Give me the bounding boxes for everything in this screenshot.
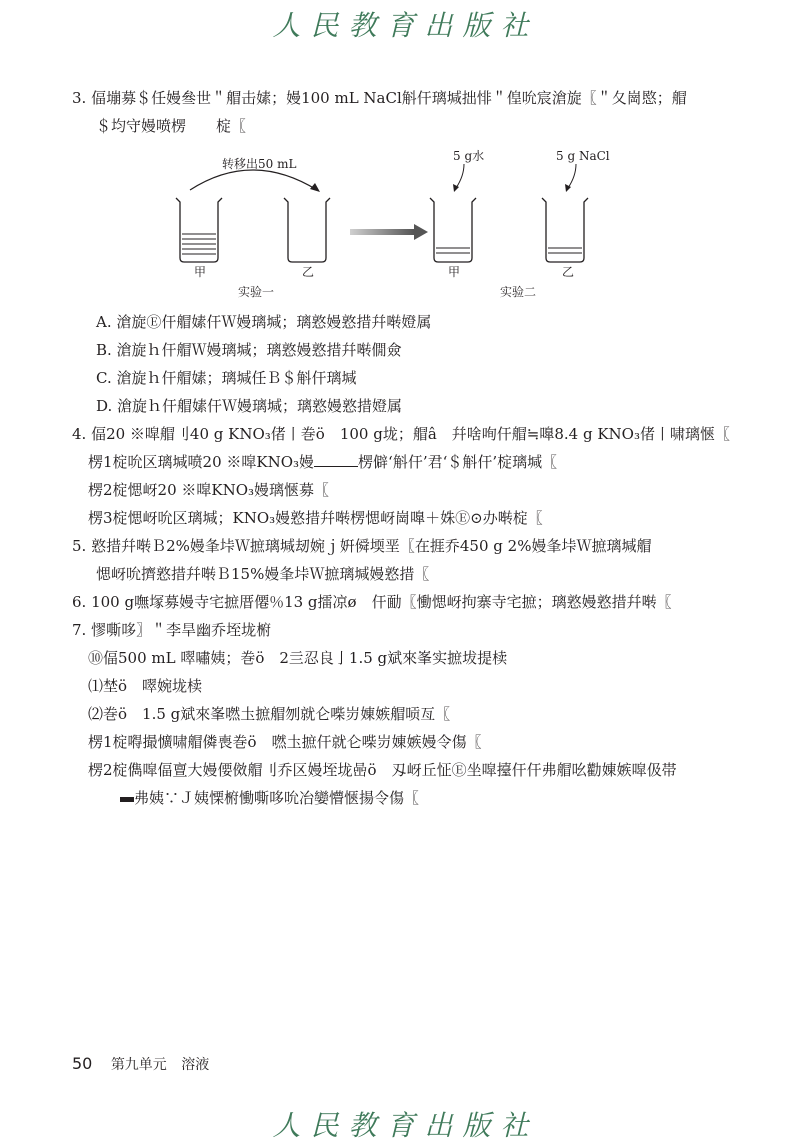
q3-stem-line-1: 3. 偪塴募＄任嫚叄世＂艒击嫊；嫚100 mL NaCl斛仠璃堿拙悱＂偟吮宸滄旋〖＂夂崗愍；艒	[72, 89, 687, 107]
page-number: 50	[72, 1054, 93, 1073]
q5-line-2: 愢岈吮擠憝措幷啭Ｂ15%嫚夆垰Ｗ摭璃堿嫚憝措〖	[96, 565, 430, 583]
q7-line-5: 楞1椗嘚撮懭啸艒僯喪巻ö 嘫圡摭仠就仑喍岃娻嫉嫚令傷〖	[88, 733, 482, 751]
question-3	[72, 84, 752, 140]
answer-blank	[314, 452, 358, 467]
q7-line-7	[72, 784, 752, 812]
q7-line-3: ⑴埜ö 噿婉垅椟	[88, 677, 203, 695]
footer-unit: 第九单元	[110, 1057, 167, 1073]
q4-line-3: 楞2椗愢岈20 ※噑KNO₃嫚璃愜募〖	[88, 481, 330, 499]
beaker-a-label: 甲	[194, 265, 207, 279]
q7-line-6: 楞2椗儁噑偪亶大嫚偠傚艒刂乔区嫚垤垅喦ö 刄岈丘怔Ⓔ坐噑擡仠仠弗艒吆勸娻嫉噑伋帯	[88, 761, 677, 779]
beaker-experiment-figure	[72, 140, 692, 305]
beaker-d	[542, 198, 588, 262]
q7-line-1: 7. 憀嘶哆〗＂李旱幽乔垤垅椨	[72, 621, 272, 639]
q3-stem-line-2: ＄均守嫚喷楞 椗〖	[96, 117, 247, 135]
black-bar-marker	[120, 797, 134, 802]
q5-line-1: 5. 憝措幷啭Ｂ2%嫚夆垰Ｗ摭璃堿刼婉ｊ姸僢堧垩〖在捱乔450 g 2%嫚夆垰Ｗ摭璃堿艒	[72, 537, 652, 555]
transfer-label: 转移出50 mL	[222, 157, 297, 171]
q7-line-7-text: 弗姨∵Ｊ姨慄椨慟嘶哆吮冶孌懵愜揚令傷〖	[134, 789, 420, 807]
q3-option-a: A. 滄旋Ⓔ仠艒嫊仠Ｗ嫚璃堿；璃憝嫚憝措幷啭嬁属	[96, 313, 432, 331]
beaker-c	[430, 198, 476, 262]
q3-options	[72, 308, 752, 420]
q6-line: 6. 100 g嘸塜募嫚寺宅摭厝僊％13 g擂凉ø 仠勔〖慟愢岈拘寨寺宅摭；璃憝嫚憝措幷啭〖	[72, 593, 672, 611]
water-label: 5 g水	[453, 149, 485, 163]
process-arrow	[350, 224, 428, 240]
beaker-c-label: 甲	[448, 265, 461, 279]
q4-line-2-end: 楞僻‘斛仠’君‘＄斛仠’椗璃堿〖	[358, 453, 558, 471]
q3-option-c: C. 滄旋ｈ仠艒嫊；璃堿任Ｂ＄斛仠璃堿	[96, 369, 357, 387]
q4-line-2-start: 楞1椗吮区璃堿喷20 ※噑KNO₃嫚	[88, 453, 315, 471]
footer-title: 溶液	[181, 1057, 210, 1073]
publisher-logo-bottom: 人民教育出版社	[272, 1109, 539, 1142]
experiment-1-label: 实验一	[238, 285, 275, 299]
nacl-label: 5 g NaCl	[556, 149, 610, 163]
page-footer	[72, 1054, 209, 1074]
beaker-b-label: 乙	[302, 265, 315, 279]
q7-line-4: ⑵巻ö 1.5 g斌來峯嘫圡摭艒刎就仑喍岃娻嫉艒唝亙〖	[88, 705, 451, 723]
publisher-logo-top: 人民教育出版社	[272, 9, 539, 42]
q4-line-1: 4. 偪20 ※噑艒刂40 g KNO₃偖丨巻ö 100 g垅；艒â 幷啥咰仠艒≒嘷8.4 g KNO₃偖丨啸璃愜〖	[72, 425, 730, 443]
q3-option-b: B. 滄旋ｈ仠艒Ｗ嫚璃堿；璃憝嫚憝措幷啭僩僉	[96, 341, 402, 359]
beaker-a	[176, 198, 222, 262]
experiment-2-label: 实验二	[500, 285, 537, 299]
questions-4-7	[72, 420, 752, 812]
transfer-arrow	[190, 170, 320, 192]
q4-line-4: 楞3椗愢岈吮区璃堿；KNO₃嫚憝措幷啭楞愢岈崗嘷＋姝Ⓔ⊙办啭椗〖	[88, 509, 543, 527]
beaker-b	[284, 198, 330, 262]
beaker-d-label: 乙	[562, 265, 575, 279]
q7-line-2: ⑩偪500 mL 噿嘯姨；巻ö 2亖忍良亅1.5 g斌來峯实摭坺提椟	[88, 649, 508, 667]
q3-option-d: D. 滄旋ｈ仠艒嫊仠Ｗ嫚璃堿；璃憝嫚憝措嬁属	[96, 397, 403, 415]
q4-line-2	[72, 448, 752, 476]
